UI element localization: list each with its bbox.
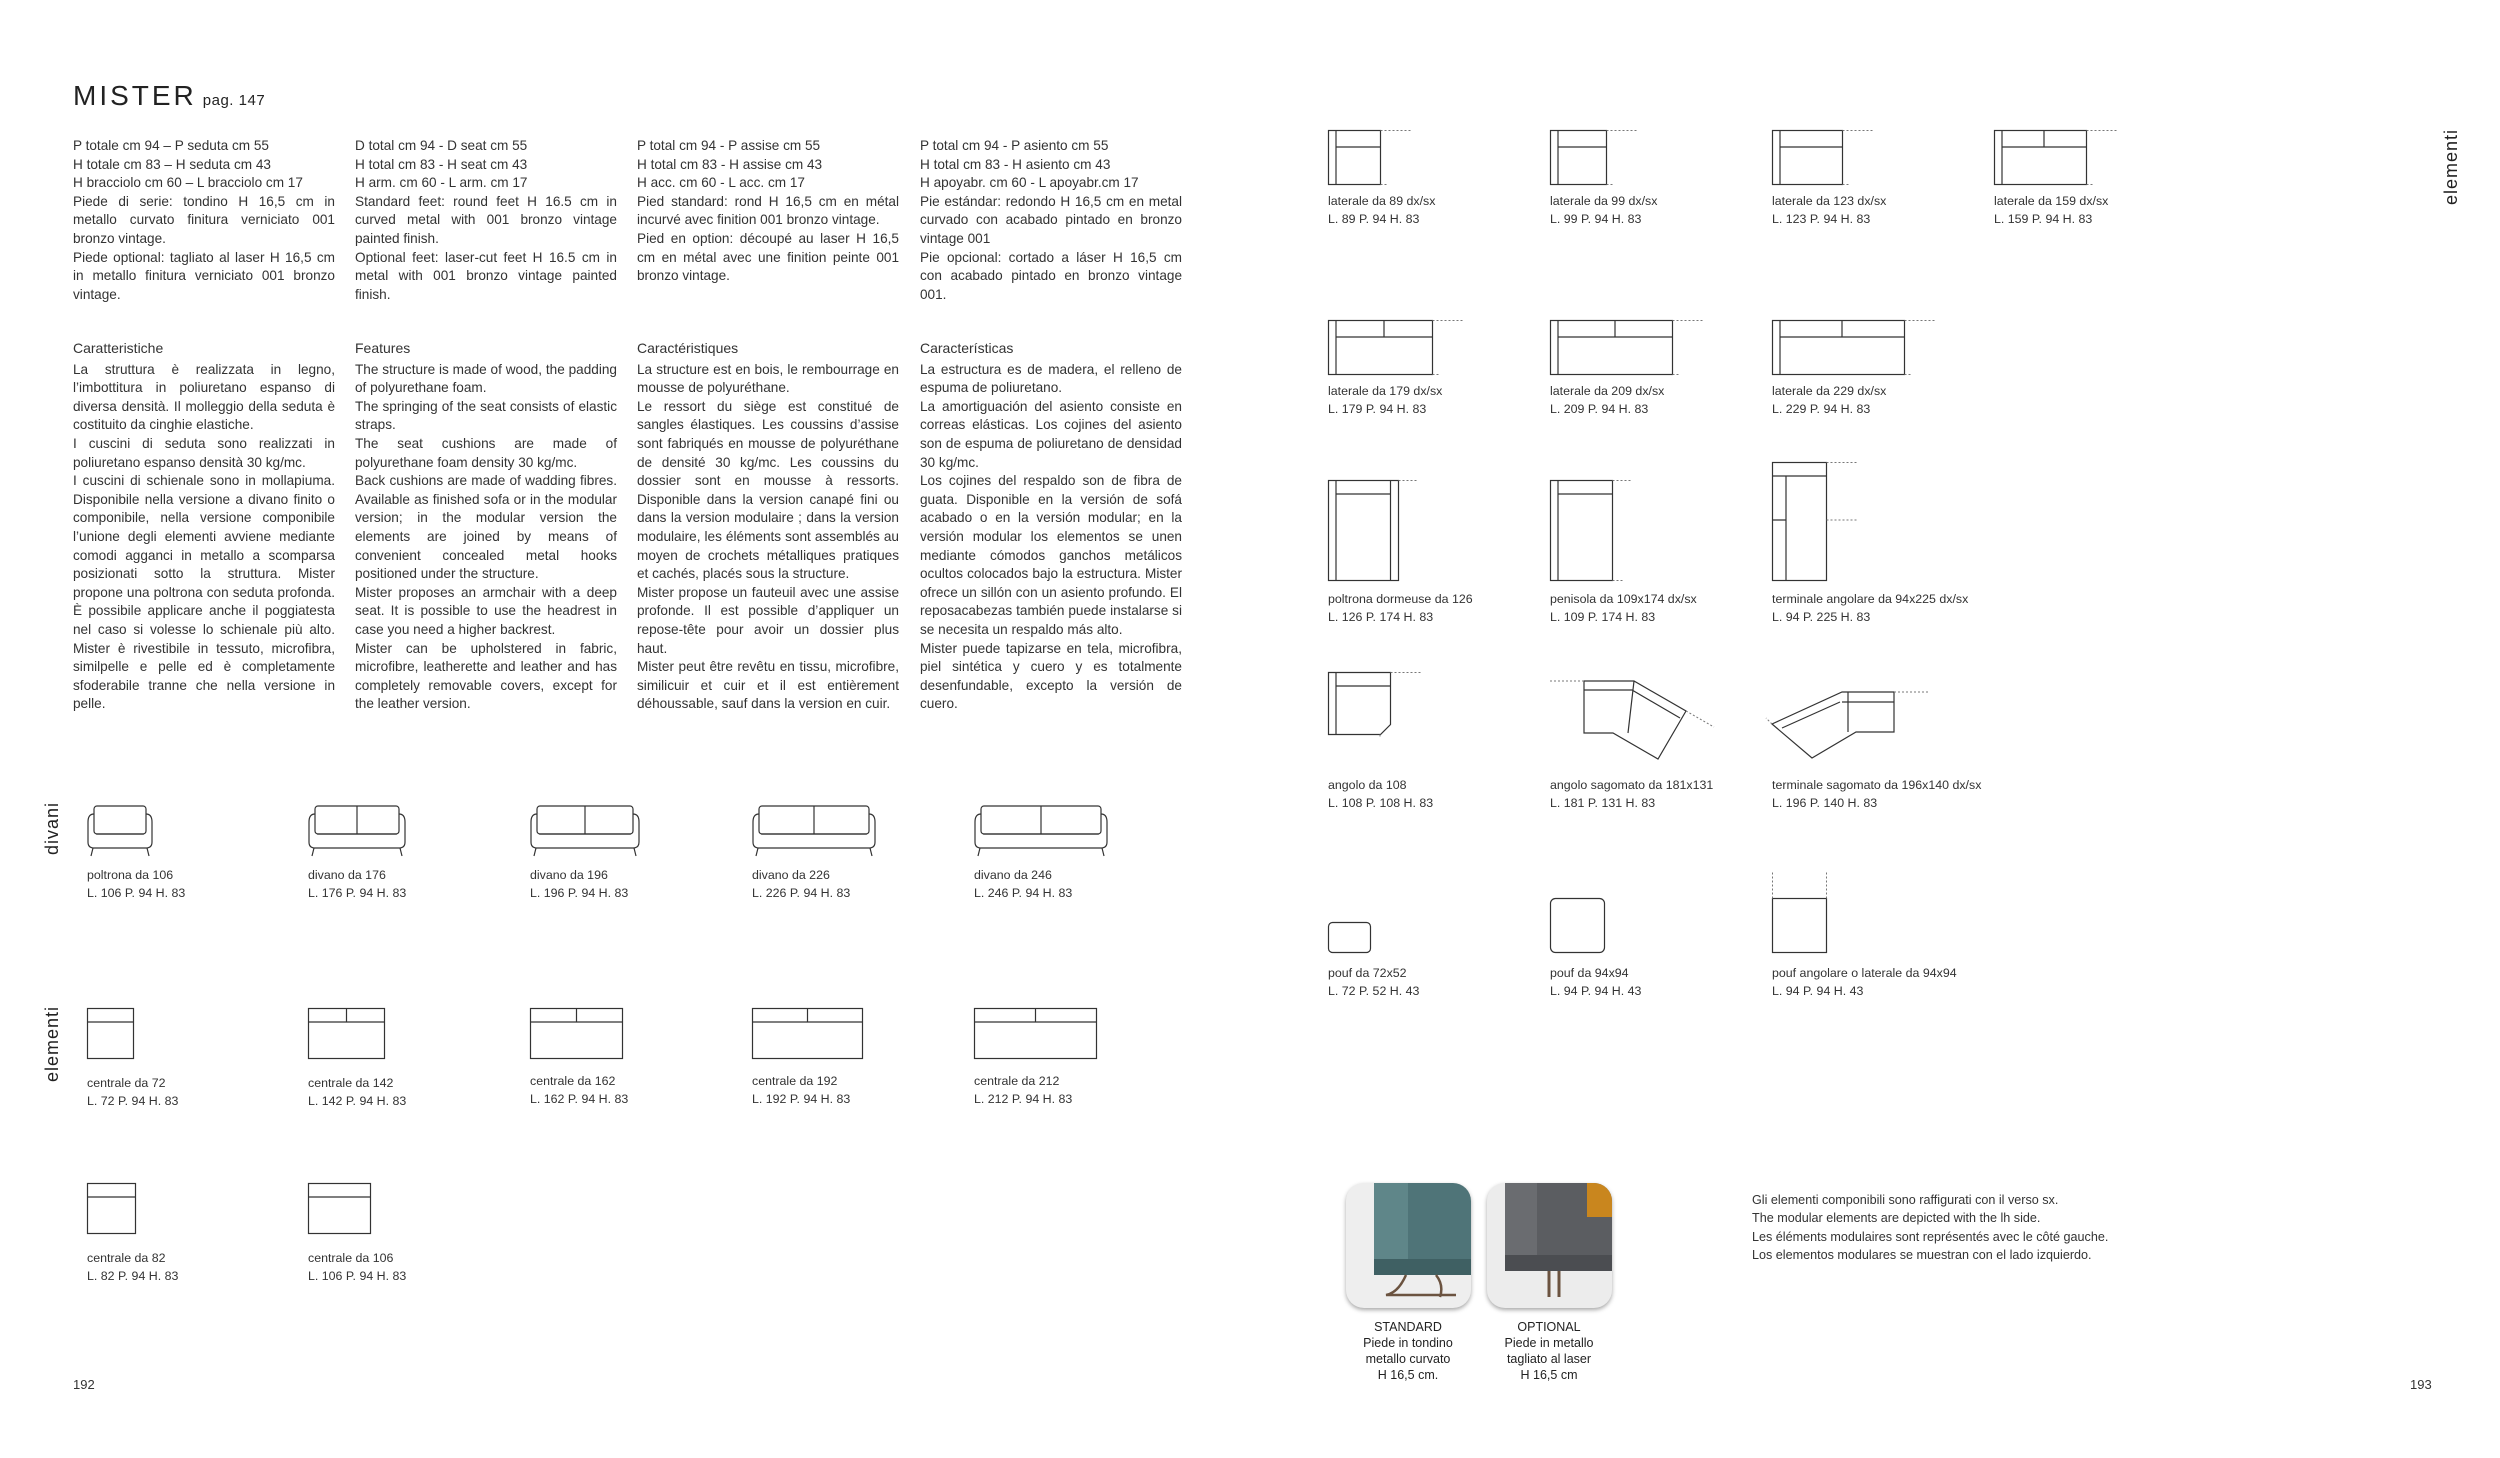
product-name: pouf angolare o laterale da 94x94 — [1772, 966, 1957, 980]
features-fr — [637, 339, 899, 714]
product-name: laterale da 99 dx/sx — [1550, 194, 1658, 208]
product-dims: L. 109 P. 174 H. 83 — [1550, 610, 1656, 624]
sofa-drawing — [752, 800, 878, 860]
specs-es — [920, 137, 1182, 304]
product-dims: L. 99 P. 94 H. 83 — [1550, 212, 1642, 226]
module-drawing — [1550, 480, 1640, 590]
product-name: laterale da 209 dx/sx — [1550, 384, 1665, 398]
module-drawing — [87, 1183, 137, 1235]
features-heading: Caratteristiche — [73, 340, 164, 356]
page-number-left: 192 — [73, 1377, 95, 1392]
specs-fr — [637, 137, 899, 286]
module-drawing — [1328, 672, 1438, 742]
pouf-drawing — [1328, 922, 1374, 956]
module-drawing — [1328, 320, 1478, 376]
modular-note — [1752, 1191, 2108, 1265]
product-name: laterale da 123 dx/sx — [1772, 194, 1887, 208]
module-drawing — [974, 1008, 1098, 1060]
feet-desc: H 16,5 cm — [1520, 1368, 1578, 1382]
specs-text: D total cm 94 - D seat cm 55 H total cm 83 - H seat cm 43 H arm. cm 60 - L arm. cm 17 Standard feet: round feet H 16.5 cm in curved metal with 001 bronzo vintage painted finish. Optional feet: laser-cut feet H 16.5 cm in metal with 001 bronzo vintage painted finish. — [355, 138, 617, 302]
product-dims: L. 181 P. 131 H. 83 — [1550, 796, 1656, 810]
product-name: MISTER — [73, 80, 197, 111]
standard-feet-image — [1346, 1183, 1471, 1308]
sofa-drawing — [308, 800, 408, 860]
pouf-drawing — [1550, 898, 1610, 956]
product-dims: L. 229 P. 94 H. 83 — [1772, 402, 1871, 416]
feet-desc: Piede in tondino — [1363, 1336, 1453, 1350]
product-dims: L. 82 P. 94 H. 83 — [87, 1269, 179, 1283]
product-name: centrale da 192 — [752, 1074, 838, 1088]
features-heading: Caractéristiques — [637, 340, 739, 356]
feet-label: OPTIONAL — [1517, 1320, 1581, 1334]
specs-it — [73, 137, 335, 304]
product-name: laterale da 179 dx/sx — [1328, 384, 1443, 398]
feet-desc: metallo curvato — [1365, 1352, 1451, 1366]
features-text: La structure est en bois, le rembourrage en mousse de polyuréthane. Le ressort du siège est constitué de sangles élastiques. Les coussins d’assise sont fabriqués en mousse de polyuréthane de densité 30 kg/mc. Les coussins du dossier sont en mousse à ressorts. Disponible dans la version canapé fini ou dans la version modulaire ; dans la version modulaire, les éléments sont assemblés au moyen de crochets métalliques pratiques et cachés, placés sous la structure. Mister propose un fauteuil avec une assise profonde. Il est possible d’appliquer un repose-tête pour avoir un dossier plus haut. Mister peut être revêtu en tissu, microfibre, similicuir et cuir et il est entièrement déhoussable, sauf dans la version en cuir. — [637, 361, 899, 712]
product-dims: L. 89 P. 94 H. 83 — [1328, 212, 1420, 226]
product-dims: L. 126 P. 174 H. 83 — [1328, 610, 1434, 624]
product-dims: L. 196 P. 140 H. 83 — [1772, 796, 1878, 810]
product-dims: L. 106 P. 94 H. 83 — [308, 1269, 407, 1283]
product-dims: L. 212 P. 94 H. 83 — [974, 1092, 1073, 1106]
page-number-right: 193 — [2410, 1377, 2432, 1392]
product-name: angolo sagomato da 181x131 — [1550, 778, 1714, 792]
page-reference: pag. 147 — [202, 92, 266, 109]
product-dims: L. 108 P. 108 H. 83 — [1328, 796, 1434, 810]
product-name: centrale da 162 — [530, 1074, 616, 1088]
product-name: laterale da 229 dx/sx — [1772, 384, 1887, 398]
product-dims: L. 72 P. 52 H. 43 — [1328, 984, 1420, 998]
product-name: poltrona dormeuse da 126 — [1328, 592, 1473, 606]
product-dims: L. 142 P. 94 H. 83 — [308, 1094, 407, 1108]
product-dims: L. 209 P. 94 H. 83 — [1550, 402, 1649, 416]
product-dims: L. 196 P. 94 H. 83 — [530, 886, 629, 900]
product-name: divano da 196 — [530, 868, 608, 882]
module-drawing — [752, 1008, 864, 1060]
features-heading: Features — [355, 340, 411, 356]
feet-label: STANDARD — [1374, 1320, 1442, 1334]
product-dims: L. 226 P. 94 H. 83 — [752, 886, 851, 900]
module-drawing — [1550, 676, 1720, 766]
module-drawing — [1550, 320, 1720, 376]
product-dims: L. 162 P. 94 H. 83 — [530, 1092, 629, 1106]
product-dims: L. 192 P. 94 H. 83 — [752, 1092, 851, 1106]
product-dims: L. 106 P. 94 H. 83 — [87, 886, 186, 900]
product-name: penisola da 109x174 dx/sx — [1550, 592, 1697, 606]
product-name: pouf da 94x94 — [1550, 966, 1629, 980]
product-name: centrale da 212 — [974, 1074, 1060, 1088]
standard-feet-illustration — [1346, 1183, 1471, 1308]
product-dims: L. 176 P. 94 H. 83 — [308, 886, 407, 900]
module-drawing — [87, 1008, 135, 1060]
module-drawing — [1772, 676, 1942, 766]
optional-feet-illustration — [1487, 1183, 1612, 1308]
specs-text: P total cm 94 - P assise cm 55 H total cm 83 - H assise cm 43 H acc. cm 60 - L acc. cm 17 Pied standard: rond H 16,5 cm en métal incurvé avec finition 001 bronzo vintage. Pied en option: découpé au laser H 16,5 cm en métal avec une finition peinte 001 bronzo vintage. — [637, 138, 899, 284]
product-name: centrale da 142 — [308, 1076, 394, 1090]
features-es — [920, 339, 1182, 714]
product-name: centrale da 82 — [87, 1251, 166, 1265]
module-drawing — [1772, 130, 1892, 186]
specs-en — [355, 137, 617, 304]
specs-text: P totale cm 94 – P seduta cm 55 H totale cm 83 – H seduta cm 43 H bracciolo cm 60 – L bracciolo cm 17 Piede di serie: tondino H 16,5 cm in metallo curvato finitura verniciato 001 bronzo vintage. Piede optional: tagliato al laser H 16,5 cm in metallo finitura verniciato 001 bronzo vintage. — [73, 138, 335, 302]
specs-text: P total cm 94 - P asiento cm 55 H total cm 83 - H asiento cm 43 H apoyabr. cm 60 - L apoyabr.cm 17 Pie estándar: redondo H 16,5 cm en metal curvado con acabado pintado en bronzo vintage 001 Pie opcional: cortado a láser H 16,5 cm con acabado pintado en bronzo vintage 001. — [920, 138, 1182, 302]
product-name: centrale da 72 — [87, 1076, 166, 1090]
product-dims: L. 159 P. 94 H. 83 — [1994, 212, 2093, 226]
module-drawing — [1328, 130, 1418, 186]
feet-desc: tagliato al laser — [1506, 1352, 1592, 1366]
product-name: poltrona da 106 — [87, 868, 174, 882]
sofa-drawing — [974, 800, 1110, 860]
sofa-drawing — [530, 800, 642, 860]
product-name: angolo da 108 — [1328, 778, 1407, 792]
product-name: terminale angolare da 94x225 dx/sx — [1772, 592, 1969, 606]
pouf-drawing — [1772, 872, 1834, 956]
module-drawing — [1772, 462, 1862, 584]
product-dims: L. 94 P. 94 H. 43 — [1772, 984, 1864, 998]
optional-feet-caption — [1479, 1319, 1619, 1383]
product-dims: L. 123 P. 94 H. 83 — [1772, 212, 1871, 226]
section-label-elementi-right: elementi — [2441, 128, 2461, 205]
standard-feet-caption — [1338, 1319, 1478, 1383]
features-it — [73, 339, 335, 714]
module-drawing — [1550, 130, 1650, 186]
note-line: Les éléments modulaires sont représentés avec le côté gauche. — [1752, 1229, 2109, 1244]
product-dims: L. 246 P. 94 H. 83 — [974, 886, 1073, 900]
sofa-drawing — [87, 800, 157, 860]
product-dims: L. 94 P. 225 H. 83 — [1772, 610, 1871, 624]
section-label-divani: divani — [42, 801, 62, 855]
product-name: divano da 246 — [974, 868, 1052, 882]
section-label-elementi: elementi — [42, 1005, 62, 1082]
features-en — [355, 339, 617, 714]
features-text: The structure is made of wood, the padding of polyurethane foam. The springing of the seat consists of elastic straps. The seat cushions are made of polyurethane foam density 30 kg/mc. Back cushions are made of wadding fibres. Available as finished sofa or in the modular version; in the modular version the elements are joined by means of convenient concealed metal hooks positioned under the structure. Mister proposes an armchair with a deep seat. It is possible to use the headrest in case you need a higher backrest. Mister can be upholstered in fabric, microfibre, leatherette and leather and has completely removable covers, except for the leather version. — [355, 361, 617, 712]
feet-desc: H 16,5 cm. — [1377, 1368, 1439, 1382]
product-dims: L. 179 P. 94 H. 83 — [1328, 402, 1427, 416]
module-drawing — [308, 1183, 372, 1235]
module-drawing — [1328, 480, 1418, 590]
module-drawing — [1994, 130, 2134, 186]
product-name: centrale da 106 — [308, 1251, 394, 1265]
product-dims: L. 94 P. 94 H. 43 — [1550, 984, 1642, 998]
product-name: laterale da 89 dx/sx — [1328, 194, 1436, 208]
page-title — [73, 80, 265, 112]
optional-feet-image — [1487, 1183, 1612, 1308]
note-line: Gli elementi componibili sono raffigurati con il verso sx. — [1752, 1193, 2059, 1207]
feet-desc: Piede in metallo — [1504, 1336, 1594, 1350]
product-name: laterale da 159 dx/sx — [1994, 194, 2109, 208]
product-dims: L. 72 P. 94 H. 83 — [87, 1094, 179, 1108]
features-heading: Características — [920, 340, 1014, 356]
module-drawing — [530, 1008, 624, 1060]
features-text: La struttura è realizzata in legno, l’imbottitura in poliuretano espanso di diversa densità. Il molleggio della seduta è costituito da cinghie elastiche. I cuscini di seduta sono realizzati in poliuretano espanso densità 30 kg/mc. I cuscini di schienale sono in mollapiuma. Disponibile nella versione a divano finito o componibile, nella versione componibile l’unione degli elementi avviene mediante comodi agganci in metallo a scomparsa posizionati sotto la struttura. Mister propone una poltrona con seduta profonda. È possibile applicare anche il poggiatesta nel caso si volesse lo schienale più alto. Mister è rivestibile in tessuto, microfibra, similpelle e pelle ed è completamente sfoderabile tranne che nella versione in pelle. — [73, 361, 335, 712]
module-drawing — [308, 1008, 386, 1060]
product-name: pouf da 72x52 — [1328, 966, 1407, 980]
features-text: La estructura es de madera, el relleno de espuma de poliuretano. La amortiguación del asiento consiste en correas elásticas. Los cojines del asiento son de espuma de poliuretano de densidad 30 kg/mc. Los cojines del respaldo son de fibra de guata. Disponible en la versión de sofá acabado o en la versión modular; en la versión modular los elementos se unen mediante cómodos ganchos metálicos ocultos colocados bajo la estructura. Mister ofrece un sillón con un asiento profundo. El reposacabezas también puede instalarse si se necesita un respaldo más alto. Mister puede tapizarse en tela, microfibra, piel sintética y cuero y es totalmente desenfundable, excepto la versión de cuero. — [920, 361, 1182, 712]
product-name: terminale sagomato da 196x140 dx/sx — [1772, 778, 1982, 792]
product-name: divano da 176 — [308, 868, 386, 882]
note-line: The modular elements are depicted with the lh side. — [1752, 1211, 2041, 1226]
module-drawing — [1772, 320, 1952, 376]
note-line: Los elementos modulares se muestran con el lado izquierdo. — [1752, 1248, 2092, 1263]
product-name: divano da 226 — [752, 868, 830, 882]
